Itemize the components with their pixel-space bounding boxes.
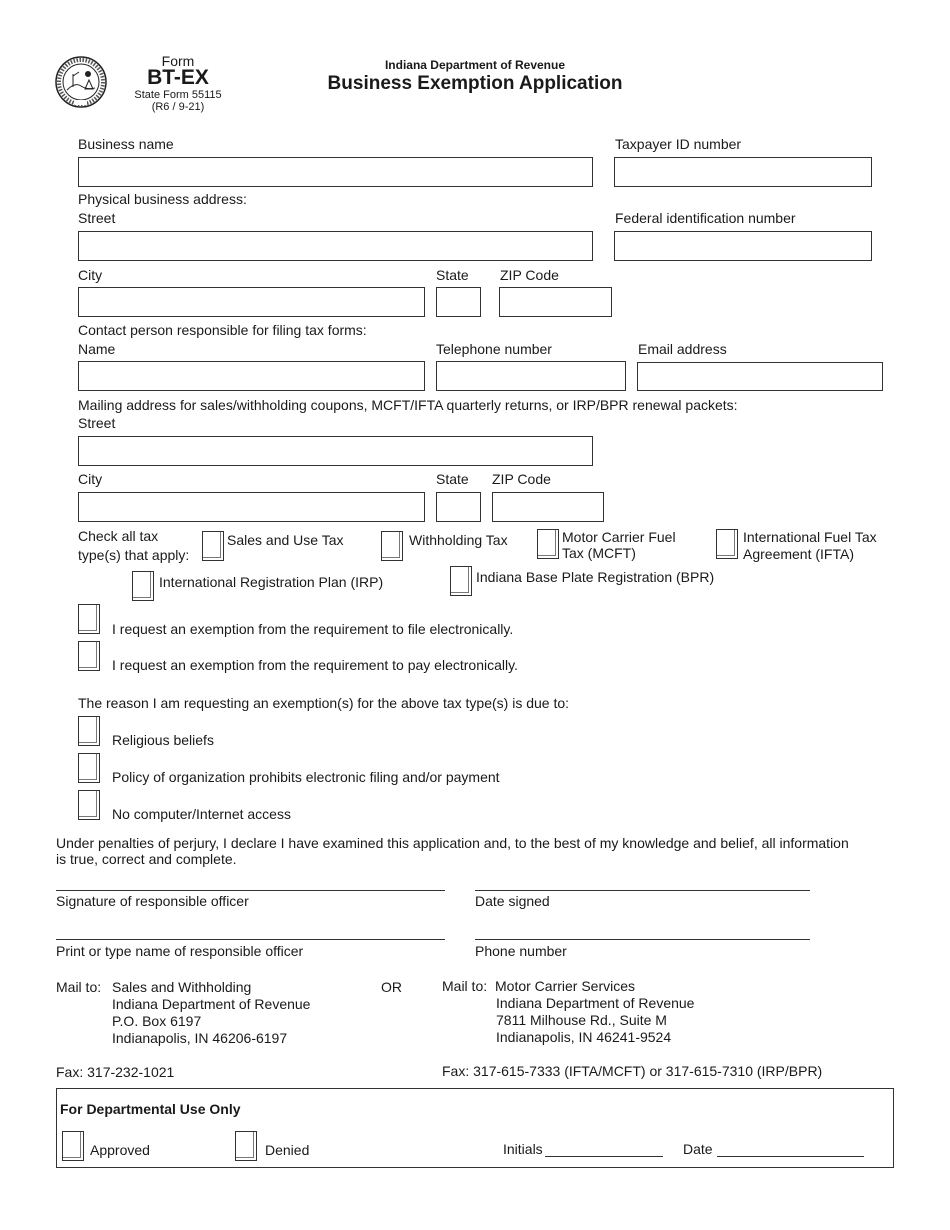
- mail-to-or: OR: [381, 979, 402, 995]
- denied-checkbox[interactable]: [235, 1131, 257, 1161]
- left-fax: Fax: 317-232-1021: [56, 1064, 175, 1080]
- date-signed-line[interactable]: [475, 890, 810, 891]
- mail-to-left-prefix: Mail to:: [56, 979, 102, 995]
- ifta-label: International Fuel Tax: [743, 529, 877, 545]
- mailing-street-input[interactable]: [78, 436, 593, 466]
- print-name-label: Print or type name of responsible officer: [56, 943, 304, 959]
- pay-exemption-label: I request an exemption from the requirement to pay electronically.: [112, 657, 518, 673]
- date-signed-label: Date signed: [475, 893, 550, 909]
- dept-date-line[interactable]: [717, 1156, 864, 1157]
- email-input[interactable]: [637, 362, 883, 391]
- federal-id-label: Federal identification number: [615, 210, 796, 226]
- initials-label: Initials: [503, 1141, 543, 1157]
- mailing-heading: Mailing address for sales/withholding coupons, MCFT/IFTA quarterly returns, or IRP/BPR renewal packets:: [78, 397, 738, 413]
- signature-label: Signature of responsible officer: [56, 893, 249, 909]
- mailing-city-input[interactable]: [78, 492, 425, 522]
- form-code: BT-EX: [147, 66, 209, 89]
- tax-type-prompt: Check all tax: [78, 528, 159, 544]
- business-name-input[interactable]: [78, 157, 593, 187]
- mail-to-left-line: Indiana Department of Revenue: [112, 996, 311, 1012]
- mailing-zip-input[interactable]: [492, 492, 604, 522]
- contact-name-input[interactable]: [78, 361, 425, 391]
- taxpayer-id-input[interactable]: [614, 157, 872, 187]
- pay-exemption-checkbox[interactable]: [78, 641, 100, 671]
- city-label: City: [78, 267, 103, 283]
- street-label: Street: [78, 210, 116, 226]
- dept-date-label: Date: [683, 1141, 713, 1157]
- signature-line[interactable]: [56, 890, 445, 891]
- physical-address-label: Physical business address:: [78, 191, 247, 207]
- ifta-checkbox[interactable]: [716, 529, 738, 559]
- mcft-label: Motor Carrier Fuel: [562, 529, 676, 545]
- file-exemption-label: I request an exemption from the requirement to file electronically.: [112, 621, 514, 637]
- no-computer-checkbox[interactable]: [78, 790, 100, 820]
- religious-checkbox[interactable]: [78, 716, 100, 746]
- state-label: State: [436, 267, 469, 283]
- state-form-number: State Form 55115: [134, 89, 222, 101]
- approved-label: Approved: [90, 1142, 150, 1158]
- denied-label: Denied: [265, 1142, 310, 1158]
- tax-type-prompt-2: type(s) that apply:: [78, 547, 190, 563]
- policy-checkbox[interactable]: [78, 753, 100, 783]
- print-name-line[interactable]: [56, 939, 445, 940]
- zip-input[interactable]: [499, 287, 612, 317]
- mailing-state-input[interactable]: [436, 492, 481, 522]
- mailing-zip-label: ZIP Code: [492, 471, 551, 487]
- mailing-state-label: State: [436, 471, 469, 487]
- file-exemption-checkbox[interactable]: [78, 604, 100, 634]
- agency-name: Indiana Department of Revenue: [384, 58, 566, 72]
- ifta-label-2: Agreement (IFTA): [743, 546, 854, 562]
- sales-use-checkbox[interactable]: [202, 531, 224, 561]
- form-revision: (R6 / 9-21): [151, 101, 205, 113]
- street-input[interactable]: [78, 231, 593, 261]
- mail-to-left-line: Indianapolis, IN 46206-6197: [112, 1030, 288, 1046]
- state-input[interactable]: [436, 287, 481, 317]
- telephone-input[interactable]: [436, 361, 626, 391]
- business-name-label: Business name: [78, 136, 174, 152]
- departmental-use-heading: For Departmental Use Only: [60, 1101, 241, 1117]
- page-title: Business Exemption Application: [327, 73, 623, 94]
- mail-to-right-line: Motor Carrier Services: [495, 978, 636, 994]
- mail-to-left-line: P.O. Box 6197: [112, 1013, 202, 1029]
- sales-use-label: Sales and Use Tax: [227, 532, 344, 548]
- right-fax: Fax: 317-615-7333 (IFTA/MCFT) or 317-615-7310 (IRP/BPR): [442, 1063, 823, 1079]
- mail-to-right-line: Indiana Department of Revenue: [496, 995, 695, 1011]
- irp-label: International Registration Plan (IRP): [159, 574, 384, 590]
- policy-label: Policy of organization prohibits electronic filing and/or payment: [112, 769, 500, 785]
- perjury-declaration: Under penalties of perjury, I declare I have examined this application and, to the best of my knowledge and belief, all information: [56, 835, 849, 851]
- reason-heading: The reason I am requesting an exemption(s) for the above tax type(s) is due to:: [78, 695, 570, 711]
- contact-heading: Contact person responsible for filing tax forms:: [78, 322, 367, 338]
- perjury-declaration-2: is true, correct and complete.: [56, 851, 237, 867]
- bpr-label: Indiana Base Plate Registration (BPR): [476, 569, 715, 585]
- withholding-label: Withholding Tax: [409, 532, 508, 548]
- mail-to-right-prefix: Mail to:: [442, 978, 488, 994]
- phone-number-label: Phone number: [475, 943, 567, 959]
- federal-id-input[interactable]: [614, 231, 872, 261]
- mail-to-left-line: Sales and Withholding: [112, 979, 252, 995]
- email-label: Email address: [638, 341, 727, 357]
- zip-label: ZIP Code: [500, 267, 559, 283]
- mailing-street-label: Street: [78, 415, 116, 431]
- telephone-label: Telephone number: [436, 341, 552, 357]
- taxpayer-id-label: Taxpayer ID number: [615, 136, 742, 152]
- state-seal-icon: [55, 56, 107, 108]
- mailing-city-label: City: [78, 471, 103, 487]
- phone-number-line[interactable]: [475, 939, 810, 940]
- mcft-label-2: Tax (MCFT): [562, 545, 636, 561]
- religious-label: Religious beliefs: [112, 732, 214, 748]
- approved-checkbox[interactable]: [62, 1131, 84, 1161]
- contact-name-label: Name: [78, 341, 116, 357]
- mail-to-right-line: Indianapolis, IN 46241-9524: [496, 1029, 672, 1045]
- mail-to-right-line: 7811 Milhouse Rd., Suite M: [496, 1012, 667, 1028]
- irp-checkbox[interactable]: [132, 571, 154, 601]
- no-computer-label: No computer/Internet access: [112, 806, 291, 822]
- withholding-checkbox[interactable]: [381, 531, 403, 561]
- initials-line[interactable]: [545, 1156, 663, 1157]
- city-input[interactable]: [78, 287, 425, 317]
- bpr-checkbox[interactable]: [450, 566, 472, 596]
- form-label: Form: [161, 53, 195, 69]
- mcft-checkbox[interactable]: [537, 529, 559, 559]
